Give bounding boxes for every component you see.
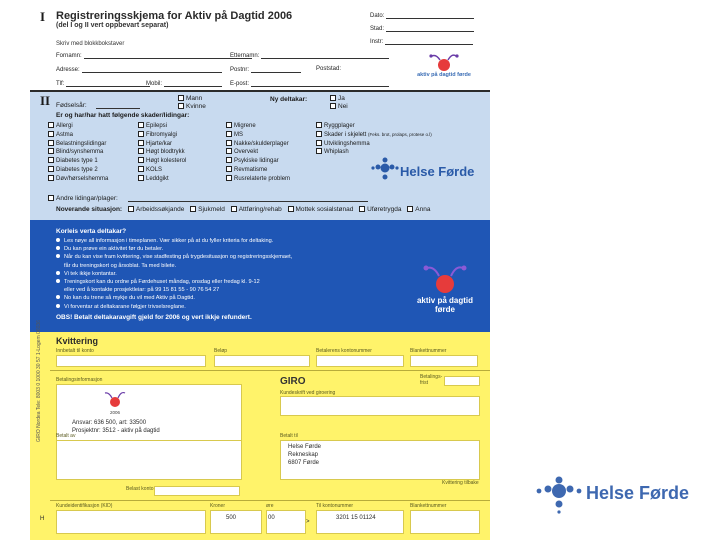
betalerkonto-box[interactable]	[316, 355, 404, 367]
info-list-item: Vi tek ikkje kontantar.	[56, 270, 292, 278]
bullet-icon	[56, 246, 60, 250]
condition-item[interactable]: Høgt kolesterol	[138, 157, 186, 166]
nei-option[interactable]: Nei	[330, 103, 348, 110]
condition-item[interactable]: Fibromyalgi	[138, 131, 186, 140]
situasjon-row: Noverande situasjon: Arbeidssøkjande Sjukmeld Attføring/rehab Mottek sosialstønad Uføretrygda Anna	[56, 206, 431, 213]
kvittering-motta-label: Kvittering tilbake	[442, 480, 479, 486]
fodselsar-line	[96, 108, 140, 109]
kvinne-option[interactable]: Kvinne	[178, 103, 206, 110]
conditions-column-3	[226, 122, 290, 184]
ore-box	[266, 510, 306, 534]
belop-label: Beløp	[214, 348, 228, 354]
info-list-item: Når du kan vise fram kvittering, vise stadfesting på trygdesituasjon og registreringsskjemaet,	[56, 253, 292, 261]
small-logo-year: 2006	[109, 410, 120, 415]
form-subtitle: (del I og II vert oppbevart separat)	[56, 22, 169, 29]
mottaker-line-3: 6807 Førde	[288, 460, 320, 466]
kvinne-checkbox[interactable]	[178, 103, 184, 109]
epost-field[interactable]: E-post:	[230, 80, 389, 87]
registration-form	[30, 0, 490, 540]
condition-item[interactable]: Epilepsi	[138, 122, 186, 131]
betalt-av-box[interactable]	[56, 440, 242, 480]
dato-field[interactable]: Dato:	[370, 12, 474, 19]
stad-field[interactable]: Stad:	[370, 25, 474, 32]
section-2	[30, 92, 490, 220]
situasjon-option[interactable]: Arbeidssøkjande	[128, 206, 184, 213]
ore-value: 00	[268, 515, 275, 521]
situasjon-option[interactable]: Sjukmeld	[190, 206, 225, 213]
condition-item[interactable]: Rusrelaterte problem	[226, 175, 290, 184]
small-aktiv-logo	[90, 388, 140, 418]
info-list-item: Du kan prøve ein aktivitet før du betaler.	[56, 245, 292, 253]
helse-forde-logo	[370, 152, 482, 192]
helse-forde-dots-icon	[370, 152, 400, 192]
til-konto-label: Til kontonummer	[316, 503, 354, 509]
belop-box[interactable]	[214, 355, 310, 367]
giro-title: GIRO	[280, 376, 306, 387]
betalingsinfo-label: Betalingsinformasjon	[56, 377, 103, 383]
info-list-item: Vi forventar at deltakarane følgjer trivselsreglane.	[56, 303, 292, 311]
blankett-box[interactable]	[410, 355, 478, 367]
info-list-item: No kan du trene så mykje du vil med Aktiv på Dagtid.	[56, 294, 292, 302]
helse-forde-brand-logo	[534, 474, 720, 514]
kroner-label: Kroner	[210, 503, 226, 509]
condition-item[interactable]: Skader i skjelett (Feks. brot, prolaps, protese o.l)	[316, 131, 432, 140]
kid-box[interactable]	[56, 510, 206, 534]
bullet-icon	[56, 238, 60, 242]
condition-item[interactable]: Høgt blodtrykk	[138, 148, 186, 157]
ore-label: øre	[266, 503, 274, 509]
postnr-field[interactable]: Postnr:	[230, 66, 301, 73]
blankettnummer-label: Blankettnummer	[410, 503, 447, 509]
ja-checkbox[interactable]	[330, 95, 336, 101]
andre-lidingar-field[interactable]: Andre lidingar/plager:	[48, 195, 118, 202]
section-1-numeral: I	[40, 9, 46, 24]
aktiv-logo-large-text: aktiv på dagtid førde	[416, 296, 473, 314]
nei-checkbox[interactable]	[330, 103, 336, 109]
condition-item[interactable]: MS	[226, 131, 290, 140]
bullet-icon	[56, 271, 60, 275]
conditions-question: Er og har/har hatt følgende skader/lidingar:	[56, 112, 190, 119]
kroner-box	[210, 510, 262, 534]
mann-option[interactable]: Mann	[178, 95, 202, 102]
arrow-marker: >	[306, 519, 310, 525]
condition-item[interactable]: Psykiske lidingar	[226, 157, 290, 166]
giro-section	[30, 320, 490, 540]
mottaker-line-1: Helse Førde	[288, 444, 322, 450]
figure-icon	[90, 388, 140, 410]
bullet-icon	[56, 295, 60, 299]
condition-item[interactable]: Diabetes type 1	[48, 157, 108, 166]
conditions-column-1	[48, 122, 108, 184]
belast-konto-label: Belast konto	[126, 486, 154, 492]
info-list	[56, 237, 292, 311]
situasjon-option[interactable]: Anna	[407, 206, 430, 213]
condition-item[interactable]: KOLS	[138, 166, 186, 175]
aktiv-pa-dagtid-logo-large	[406, 260, 484, 320]
aktiv-pa-dagtid-logo	[414, 52, 474, 88]
ansvar-text: Ansvar: 636 500, art: 33500	[72, 420, 147, 426]
figure-icon	[414, 52, 474, 74]
til-konto-value: 3201 15 01124	[336, 515, 376, 521]
poststad-field[interactable]: Poststad:	[316, 66, 342, 72]
betalerkonto-label: Betalerens kontonummer	[316, 348, 372, 354]
betalingsfrist-box[interactable]	[444, 376, 480, 386]
obs-notice: OBS! Betalt deltakaravgift gjeld for 2006 og vert ikkje refundert.	[56, 314, 252, 321]
condition-item[interactable]: Ryggplager	[316, 122, 432, 131]
condition-item[interactable]: Leddgikt	[138, 175, 186, 184]
condition-item[interactable]: Døv/hørselshemma	[48, 175, 108, 184]
condition-item[interactable]: Astma	[48, 131, 108, 140]
innbetalt-label: Innbetalt til konto	[56, 348, 94, 354]
underskrift-box[interactable]	[280, 396, 480, 416]
bullet-icon	[56, 304, 60, 308]
condition-item[interactable]: Belastningslidingar	[48, 140, 108, 149]
betalingsfrist-label: Betalings-frist	[420, 374, 443, 386]
adresse-field[interactable]: Adresse:	[56, 66, 222, 73]
situasjon-option[interactable]: Uføretrygda	[359, 206, 401, 213]
condition-item[interactable]: Overvekt	[226, 148, 290, 157]
condition-item[interactable]: Whiplash	[316, 148, 432, 157]
helse-forde-brand-name: Helse Førde	[586, 483, 690, 503]
figure-icon	[406, 260, 484, 296]
etternamn-field[interactable]: Etternamn:	[230, 52, 389, 59]
helse-forde-logo-text: Helse Førde	[400, 164, 475, 179]
section-1	[30, 0, 490, 92]
kvittering-title: Kvittering	[56, 336, 99, 346]
blankettnummer-box	[410, 510, 480, 534]
kroner-value: 500	[226, 515, 237, 521]
info-list-item: Treningskort kan du ordne på Førdehuset måndag, onsdag eller fredag kl. 9-12	[56, 278, 292, 286]
condition-item[interactable]: Blind/synshemma	[48, 148, 108, 157]
prosjekt-text: Prosjektnr: 3512 - aktiv på dagtid	[72, 428, 160, 434]
situasjon-option[interactable]: Attføring/rehab	[231, 206, 282, 213]
info-section	[30, 220, 490, 332]
innbetalt-box[interactable]	[56, 355, 206, 367]
giro-side-text: GIRO Nordea Tele: 8003 0 1000 30 57 1-Logem 06036	[36, 320, 42, 442]
instr-field[interactable]: Instr:	[370, 38, 473, 45]
condition-item[interactable]: Hjarte/kar	[138, 140, 186, 149]
kid-label: Kundeidentifikasjon (KID)	[56, 503, 113, 509]
condition-item[interactable]: Utviklingshemma	[316, 140, 432, 149]
til-konto-box	[316, 510, 404, 534]
conditions-column-2	[138, 122, 186, 184]
betalt-av-label: Betalt av	[56, 433, 76, 439]
condition-item[interactable]: Diabetes type 2	[48, 166, 108, 175]
condition-item[interactable]: Revmatisme	[226, 166, 290, 175]
underskrift-label: Kundeskrift ved giroering	[280, 390, 336, 396]
h-marker: H	[40, 516, 45, 522]
info-title: Korleis verta deltakar?	[56, 228, 127, 235]
betalt-til-label: Betalt til	[280, 433, 298, 439]
info-list-item: får du treningskort og årsoblat. Ta med bilete.	[64, 262, 177, 269]
ja-option[interactable]: Ja	[330, 95, 345, 102]
fornamn-field[interactable]: Fornamn:	[56, 52, 252, 59]
mobil-field[interactable]: Mobil:	[146, 80, 222, 87]
bullet-icon	[56, 254, 60, 258]
condition-item[interactable]: Migrene	[226, 122, 290, 131]
helse-forde-dots-icon	[534, 474, 584, 514]
situasjon-option[interactable]: Mottek sosialstønad	[288, 206, 354, 213]
mottaker-line-2: Rekneskap	[288, 452, 319, 458]
section-2-numeral: II	[40, 93, 51, 108]
condition-item[interactable]: Nakke/skulderplager	[226, 140, 290, 149]
block-letters-note: Skriv med blokkbokstaver	[56, 41, 125, 47]
info-list-item: eller ved å kontakte prosjektleiar: på 99 15 81 55 - 90 76 54 27	[64, 287, 220, 294]
ny-deltakar-label: Ny deltakar:	[270, 96, 308, 103]
form-title: Registreringsskjema for Aktiv på Dagtid 2006	[56, 10, 293, 22]
andre-line	[128, 201, 368, 202]
belast-konto-box[interactable]	[154, 486, 240, 496]
info-list-item: Les nøye all informasjon i timeplanen. Vær sikker på at du fyller kriteria for deltaking.	[56, 237, 292, 245]
divider	[50, 500, 490, 501]
blankett-label: Blankettnummer	[410, 348, 447, 354]
bullet-icon	[56, 279, 60, 283]
mann-checkbox[interactable]	[178, 95, 184, 101]
fodselsar-field[interactable]: Fødselsår:	[56, 102, 87, 109]
aktiv-logo-text: aktiv på dagtid førde	[417, 72, 471, 78]
condition-item[interactable]: Allergi	[48, 122, 108, 131]
tlf-field[interactable]: Tlf:	[56, 80, 150, 87]
divider	[50, 370, 490, 371]
